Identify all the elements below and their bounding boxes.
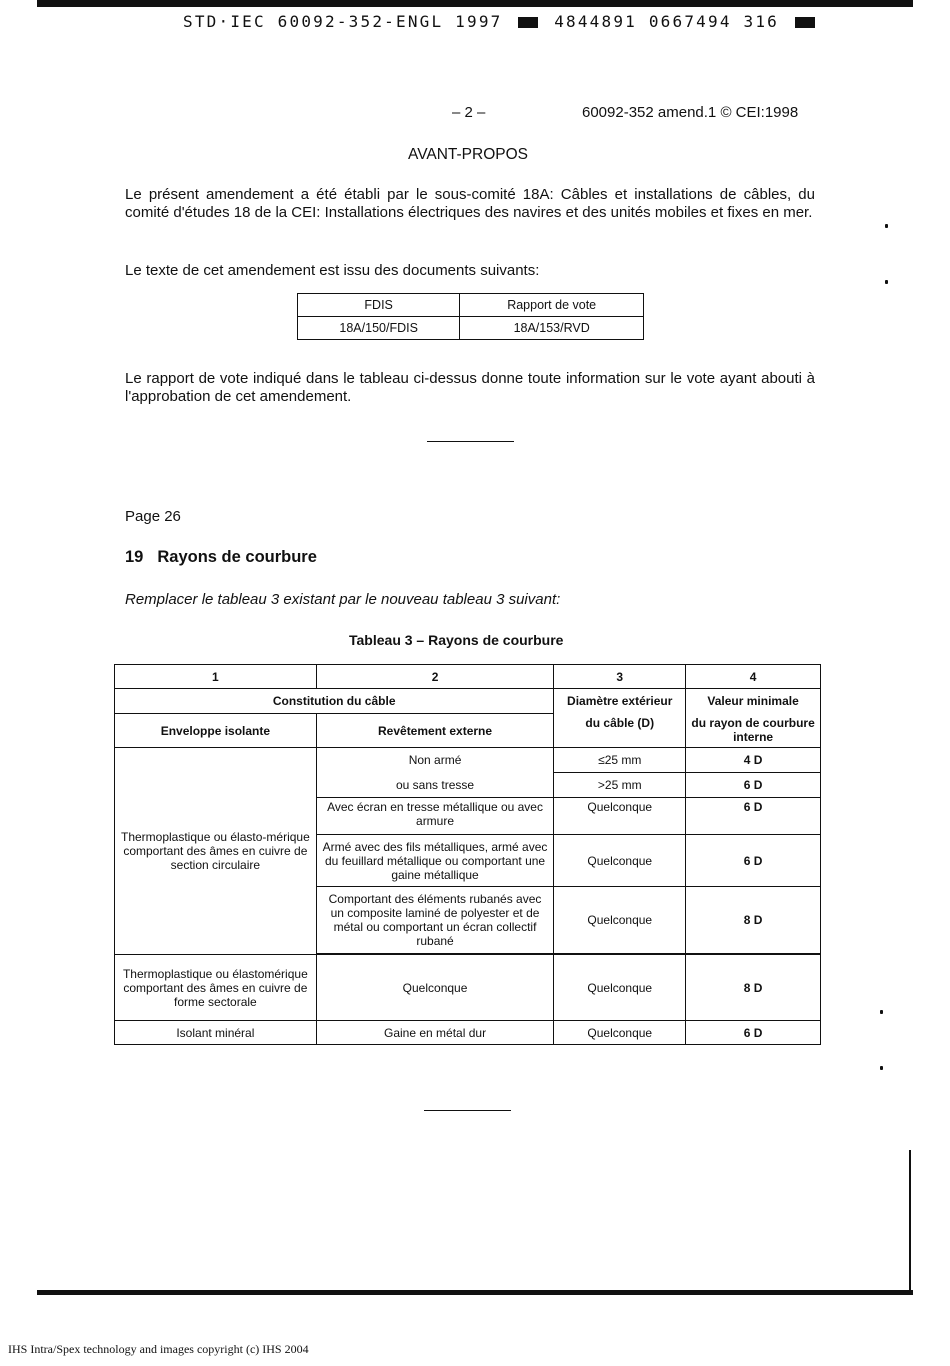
table-caption: Tableau 3 – Rayons de courbure: [349, 632, 564, 648]
min-radius-cell: 6 D: [686, 1021, 821, 1045]
covering-cell: Avec écran en tresse métallique ou avec armure: [316, 798, 554, 835]
scan-edge-line: [909, 1150, 911, 1292]
table-row: [115, 714, 821, 748]
table-row: [115, 955, 821, 1021]
block-mark-icon: [795, 17, 815, 28]
table-row: [298, 294, 644, 317]
table-row: [115, 748, 821, 773]
min-radius-cell: 8 D: [686, 955, 821, 1021]
header-min-value: Valeur minimale: [686, 689, 821, 714]
page-number: – 2 –: [452, 104, 486, 121]
block-mark-icon: [518, 17, 538, 28]
covering-cell: Armé avec des fils métalliques, armé avec du feuillard métallique ou comportant une gaine métallique: [316, 835, 554, 887]
diameter-cell: Quelconque: [554, 835, 686, 887]
document-reference: 60092-352 amend.1 © CEI:1998: [582, 104, 799, 121]
min-radius-cell: 6 D: [686, 835, 821, 887]
scan-speck: [880, 1010, 883, 1014]
column-number: 3: [554, 665, 686, 689]
barcode-number: 4844891 0667494 316: [554, 12, 780, 31]
bottom-rule: [37, 1290, 913, 1295]
section-number: 19: [125, 548, 144, 566]
copyright-footer: IHS Intra/Spex technology and images copyright (c) IHS 2004: [8, 1342, 309, 1356]
std-code: STD·IEC 60092-352-ENGL 1997: [183, 12, 503, 31]
header-diameter-unit: du câble (D): [554, 714, 686, 748]
header-constitution: Constitution du câble: [115, 689, 554, 714]
foreword-paragraph-3: Le rapport de vote indiqué dans le tableau ci-dessus donne toute information sur le vote ayant abouti à l'approbation de cet amendement.: [125, 370, 815, 405]
covering-cell: Comportant des éléments rubanés avec un composite laminé de polyester et de métal ou comportant un écran collectif rubané: [316, 887, 554, 954]
table-row: [298, 317, 644, 340]
covering-cell: Gaine en métal dur: [316, 1021, 554, 1045]
foreword-paragraph-2: Le texte de cet amendement est issu des documents suivants:: [125, 262, 540, 279]
scan-speck: [885, 224, 888, 228]
header-insulation: Enveloppe isolante: [115, 714, 317, 748]
scan-speck: [885, 280, 888, 284]
min-radius-cell: 6 D: [686, 798, 821, 835]
foreword-title: AVANT-PROPOS: [408, 146, 529, 163]
table-cell: 18A/153/RVD: [460, 317, 644, 340]
group-insulation: Thermoplastique ou élasto-mérique comportant des âmes en cuivre de section circulaire: [115, 748, 317, 955]
top-rule: [37, 0, 913, 7]
diameter-cell: Quelconque: [554, 887, 686, 954]
column-number: 2: [316, 665, 554, 689]
standard-header: [183, 12, 819, 31]
insulation-cell: Thermoplastique ou élastomérique comportant des âmes en cuivre de forme sectorale: [115, 955, 317, 1021]
foreword-paragraph-1: Le présent amendement a été établi par le sous-comité 18A: Câbles et installations de câbles, du comité d'études 18 de la CEI: Installations électriques des navires et des unités mobiles et fixes en mer.: [125, 186, 815, 221]
table-row: [115, 665, 821, 689]
bending-radii-table: [114, 664, 821, 1045]
page-reference: Page 26: [125, 508, 181, 525]
header-diameter: Diamètre extérieur: [554, 689, 686, 714]
separator-line: [424, 1110, 511, 1111]
separator-line: [427, 441, 514, 442]
header-min-value-detail: du rayon de courbure interne: [686, 714, 821, 748]
table-header-cell: FDIS: [298, 294, 460, 317]
min-radius-cell: 6 D: [686, 773, 821, 798]
section-heading: [125, 548, 317, 567]
table-cell: 18A/150/FDIS: [298, 317, 460, 340]
covering-cell: Quelconque: [316, 955, 554, 1021]
table-header-cell: Rapport de vote: [460, 294, 644, 317]
section-title: Rayons de courbure: [157, 548, 317, 566]
diameter-cell: Quelconque: [554, 1021, 686, 1045]
column-number: 4: [686, 665, 821, 689]
diameter-cell: Quelconque: [554, 955, 686, 1021]
voting-documents-table: [297, 293, 644, 340]
min-radius-cell: 4 D: [686, 748, 821, 773]
amendment-instruction: Remplacer le tableau 3 existant par le nouveau tableau 3 suivant:: [125, 591, 561, 608]
diameter-cell: ≤25 mm: [554, 748, 686, 773]
scan-speck: [880, 1066, 883, 1070]
table-row: [115, 689, 821, 714]
table-row: [115, 1021, 821, 1045]
diameter-cell: Quelconque: [554, 798, 686, 835]
covering-cell: Non armé: [316, 748, 554, 773]
header-covering: Revêtement externe: [316, 714, 554, 748]
insulation-cell: Isolant minéral: [115, 1021, 317, 1045]
min-radius-cell: 8 D: [686, 887, 821, 954]
covering-cell: ou sans tresse: [316, 773, 554, 798]
column-number: 1: [115, 665, 317, 689]
diameter-cell: >25 mm: [554, 773, 686, 798]
